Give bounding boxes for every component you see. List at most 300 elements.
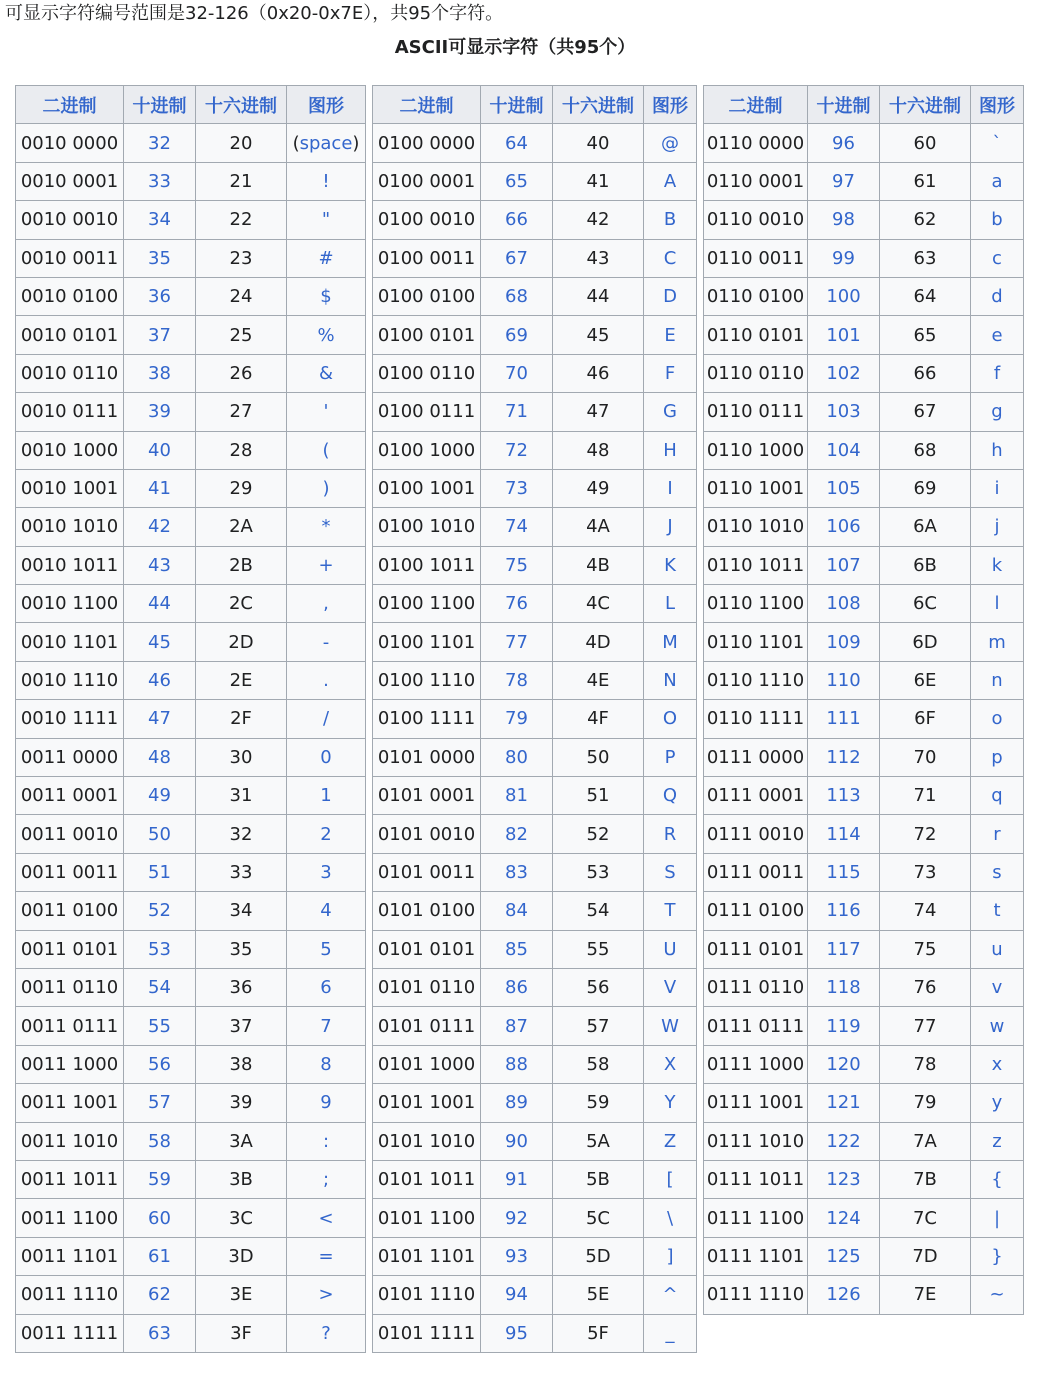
glyph-cell[interactable]: .	[287, 661, 366, 699]
decimal-cell[interactable]: 50	[124, 815, 196, 853]
decimal-cell[interactable]: 34	[124, 201, 196, 239]
decimal-cell[interactable]: 41	[124, 469, 196, 507]
binary-cell: 0010 0000	[16, 124, 124, 162]
decimal-cell[interactable]: 118	[808, 968, 880, 1006]
hex-cell: 28	[196, 431, 287, 469]
decimal-cell[interactable]: 120	[808, 1045, 880, 1083]
decimal-cell[interactable]: 43	[124, 546, 196, 584]
glyph-cell[interactable]: t	[971, 892, 1024, 930]
glyph-cell[interactable]: ?	[287, 1314, 366, 1352]
glyph-cell[interactable]: c	[971, 239, 1024, 277]
table-row	[16, 700, 366, 738]
space-link[interactable]: space	[299, 132, 353, 154]
glyph-cell[interactable]: $	[287, 277, 366, 315]
decimal-cell[interactable]: 86	[481, 968, 553, 1006]
decimal-cell[interactable]: 104	[808, 431, 880, 469]
glyph-cell[interactable]: Y	[644, 1084, 697, 1122]
glyph-cell[interactable]: 6	[287, 968, 366, 1006]
glyph-cell[interactable]: a	[971, 162, 1024, 200]
decimal-cell[interactable]: 92	[481, 1199, 553, 1237]
decimal-cell[interactable]: 71	[481, 393, 553, 431]
header-hex[interactable]: 十六进制	[553, 86, 644, 124]
header-row	[16, 86, 366, 124]
decimal-cell[interactable]: 82	[481, 815, 553, 853]
table-row	[704, 162, 1024, 200]
glyph-cell[interactable]: G	[644, 393, 697, 431]
hex-cell: 33	[196, 853, 287, 891]
decimal-cell[interactable]: 60	[124, 1199, 196, 1237]
glyph-cell[interactable]: s	[971, 853, 1024, 891]
table-row	[373, 431, 697, 469]
glyph-cell[interactable]: Z	[644, 1122, 697, 1160]
hex-cell: 64	[880, 277, 971, 315]
binary-cell: 0010 1100	[16, 585, 124, 623]
hex-cell: 31	[196, 777, 287, 815]
decimal-cell[interactable]: 109	[808, 623, 880, 661]
glyph-cell[interactable]: N	[644, 661, 697, 699]
table-row	[373, 738, 697, 776]
decimal-cell[interactable]: 67	[481, 239, 553, 277]
hex-cell: 3B	[196, 1160, 287, 1198]
decimal-cell[interactable]: 37	[124, 316, 196, 354]
decimal-cell[interactable]: 72	[481, 431, 553, 469]
decimal-cell[interactable]: 111	[808, 700, 880, 738]
glyph-cell[interactable]: ;	[287, 1160, 366, 1198]
decimal-cell[interactable]: 35	[124, 239, 196, 277]
decimal-cell[interactable]: 89	[481, 1084, 553, 1122]
decimal-cell[interactable]: 68	[481, 277, 553, 315]
decimal-cell[interactable]: 99	[808, 239, 880, 277]
glyph-cell[interactable]: <	[287, 1199, 366, 1237]
glyph-cell[interactable]: S	[644, 853, 697, 891]
table-row	[16, 354, 366, 392]
header-glyph[interactable]: 图形	[287, 86, 366, 124]
hex-cell: 53	[553, 853, 644, 891]
binary-cell: 0010 1000	[16, 431, 124, 469]
decimal-cell[interactable]: 56	[124, 1045, 196, 1083]
table-row	[704, 585, 1024, 623]
decimal-cell[interactable]: 81	[481, 777, 553, 815]
header-decimal[interactable]: 十进制	[124, 86, 196, 124]
glyph-cell[interactable]: 3	[287, 853, 366, 891]
glyph-cell[interactable]: r	[971, 815, 1024, 853]
glyph-cell[interactable]: +	[287, 546, 366, 584]
table-row	[16, 1237, 366, 1275]
decimal-cell[interactable]: 105	[808, 469, 880, 507]
decimal-cell[interactable]: 117	[808, 930, 880, 968]
glyph-cell[interactable]: \	[644, 1199, 697, 1237]
decimal-cell[interactable]: 84	[481, 892, 553, 930]
decimal-cell[interactable]: 83	[481, 853, 553, 891]
glyph-cell[interactable]: 8	[287, 1045, 366, 1083]
decimal-cell[interactable]: 62	[124, 1276, 196, 1314]
ascii-tables-container	[15, 85, 1024, 1353]
glyph-cell[interactable]: %	[287, 316, 366, 354]
decimal-cell[interactable]: 126	[808, 1276, 880, 1314]
table-row	[704, 777, 1024, 815]
hex-cell: 78	[880, 1045, 971, 1083]
hex-cell: 2B	[196, 546, 287, 584]
hex-cell: 29	[196, 469, 287, 507]
decimal-cell[interactable]: 33	[124, 162, 196, 200]
decimal-cell[interactable]: 53	[124, 930, 196, 968]
decimal-cell[interactable]: 40	[124, 431, 196, 469]
hex-cell: 21	[196, 162, 287, 200]
table-row	[16, 201, 366, 239]
header-binary[interactable]: 二进制	[373, 86, 481, 124]
binary-cell: 0100 0110	[373, 354, 481, 392]
glyph-cell[interactable]: j	[971, 508, 1024, 546]
decimal-cell[interactable]: 94	[481, 1276, 553, 1314]
binary-cell: 0010 0101	[16, 316, 124, 354]
decimal-cell[interactable]: 119	[808, 1007, 880, 1045]
table-row	[704, 661, 1024, 699]
hex-cell: 7A	[880, 1122, 971, 1160]
decimal-cell[interactable]: 88	[481, 1045, 553, 1083]
glyph-cell[interactable]: =	[287, 1237, 366, 1275]
decimal-cell[interactable]: 110	[808, 661, 880, 699]
glyph-cell[interactable]: :	[287, 1122, 366, 1160]
decimal-cell[interactable]: 70	[481, 354, 553, 392]
hex-cell: 6A	[880, 508, 971, 546]
binary-cell: 0100 0001	[373, 162, 481, 200]
hex-cell: 32	[196, 815, 287, 853]
glyph-cell[interactable]: }	[971, 1237, 1024, 1275]
glyph-cell[interactable]: #	[287, 239, 366, 277]
decimal-cell[interactable]: 98	[808, 201, 880, 239]
glyph-cell[interactable]: h	[971, 431, 1024, 469]
table-row	[704, 431, 1024, 469]
decimal-cell[interactable]: 77	[481, 623, 553, 661]
header-hex[interactable]: 十六进制	[880, 86, 971, 124]
glyph-cell[interactable]: >	[287, 1276, 366, 1314]
header-decimal[interactable]: 十进制	[808, 86, 880, 124]
table-row	[16, 1199, 366, 1237]
glyph-cell[interactable]: @	[644, 124, 697, 162]
table-row	[16, 1160, 366, 1198]
glyph-cell[interactable]: z	[971, 1122, 1024, 1160]
binary-cell: 0011 0001	[16, 777, 124, 815]
binary-cell: 0111 0010	[704, 815, 808, 853]
decimal-cell[interactable]: 97	[808, 162, 880, 200]
binary-cell: 0101 0110	[373, 968, 481, 1006]
decimal-cell[interactable]: 55	[124, 1007, 196, 1045]
table-row	[704, 277, 1024, 315]
binary-cell: 0101 0001	[373, 777, 481, 815]
glyph-cell[interactable]: o	[971, 700, 1024, 738]
glyph-cell[interactable]: R	[644, 815, 697, 853]
hex-cell: 73	[880, 853, 971, 891]
hex-cell: 27	[196, 393, 287, 431]
glyph-cell[interactable]: )	[287, 469, 366, 507]
binary-cell: 0011 0111	[16, 1007, 124, 1045]
glyph-cell[interactable]: P	[644, 738, 697, 776]
glyph-cell[interactable]: ^	[644, 1276, 697, 1314]
glyph-cell[interactable]: !	[287, 162, 366, 200]
hex-cell: 67	[880, 393, 971, 431]
decimal-cell[interactable]: 115	[808, 853, 880, 891]
glyph-cell[interactable]: |	[971, 1199, 1024, 1237]
hex-cell: 5F	[553, 1314, 644, 1352]
glyph-cell[interactable]: O	[644, 700, 697, 738]
glyph-cell[interactable]: Q	[644, 777, 697, 815]
glyph-cell[interactable]: K	[644, 546, 697, 584]
glyph-cell[interactable]: i	[971, 469, 1024, 507]
glyph-cell[interactable]: X	[644, 1045, 697, 1083]
header-glyph[interactable]: 图形	[644, 86, 697, 124]
hex-cell: 5D	[553, 1237, 644, 1275]
decimal-cell[interactable]: 100	[808, 277, 880, 315]
glyph-cell[interactable]: u	[971, 930, 1024, 968]
decimal-cell[interactable]: 112	[808, 738, 880, 776]
table-row	[373, 201, 697, 239]
decimal-cell[interactable]: 78	[481, 661, 553, 699]
decimal-cell[interactable]: 46	[124, 661, 196, 699]
decimal-cell[interactable]: 59	[124, 1160, 196, 1198]
decimal-cell[interactable]: 48	[124, 738, 196, 776]
binary-cell: 0010 1010	[16, 508, 124, 546]
glyph-cell[interactable]: 7	[287, 1007, 366, 1045]
decimal-cell[interactable]: 91	[481, 1160, 553, 1198]
glyph-cell[interactable]: w	[971, 1007, 1024, 1045]
table-row	[373, 1084, 697, 1122]
hex-cell: 25	[196, 316, 287, 354]
binary-cell: 0110 0011	[704, 239, 808, 277]
glyph-cell[interactable]: 9	[287, 1084, 366, 1122]
glyph-cell[interactable]: ,	[287, 585, 366, 623]
glyph-cell[interactable]: v	[971, 968, 1024, 1006]
table-row	[16, 469, 366, 507]
decimal-cell[interactable]: 47	[124, 700, 196, 738]
binary-cell: 0110 0001	[704, 162, 808, 200]
binary-cell: 0011 1100	[16, 1199, 124, 1237]
decimal-cell[interactable]: 74	[481, 508, 553, 546]
hex-cell: 4E	[553, 661, 644, 699]
glyph-cell[interactable]: I	[644, 469, 697, 507]
binary-cell: 0111 0111	[704, 1007, 808, 1045]
decimal-cell[interactable]: 76	[481, 585, 553, 623]
glyph-cell[interactable]: (	[287, 431, 366, 469]
decimal-cell[interactable]: 93	[481, 1237, 553, 1275]
decimal-cell[interactable]: 85	[481, 930, 553, 968]
decimal-cell[interactable]: 52	[124, 892, 196, 930]
glyph-cell[interactable]: J	[644, 508, 697, 546]
header-decimal[interactable]: 十进制	[481, 86, 553, 124]
decimal-cell[interactable]: 45	[124, 623, 196, 661]
decimal-cell[interactable]: 121	[808, 1084, 880, 1122]
decimal-cell[interactable]: 101	[808, 316, 880, 354]
glyph-cell[interactable]: 1	[287, 777, 366, 815]
decimal-cell[interactable]: 123	[808, 1160, 880, 1198]
binary-cell: 0111 1100	[704, 1199, 808, 1237]
decimal-cell[interactable]: 49	[124, 777, 196, 815]
decimal-cell[interactable]: 90	[481, 1122, 553, 1160]
hex-cell: 7B	[880, 1160, 971, 1198]
glyph-cell[interactable]: A	[644, 162, 697, 200]
decimal-cell[interactable]: 65	[481, 162, 553, 200]
glyph-cell[interactable]: q	[971, 777, 1024, 815]
glyph-cell[interactable]: L	[644, 585, 697, 623]
table-row	[373, 700, 697, 738]
glyph-cell[interactable]: ~	[971, 1276, 1024, 1314]
table-row	[373, 469, 697, 507]
glyph-cell[interactable]: T	[644, 892, 697, 930]
glyph-cell[interactable]: g	[971, 393, 1024, 431]
decimal-cell[interactable]: 61	[124, 1237, 196, 1275]
glyph-cell[interactable]: y	[971, 1084, 1024, 1122]
glyph-cell[interactable]: [	[644, 1160, 697, 1198]
binary-cell: 0011 0110	[16, 968, 124, 1006]
table-row	[704, 201, 1024, 239]
glyph-cell[interactable]: l	[971, 585, 1024, 623]
glyph-cell[interactable]: 4	[287, 892, 366, 930]
glyph-cell[interactable]: k	[971, 546, 1024, 584]
decimal-cell[interactable]: 106	[808, 508, 880, 546]
binary-cell: 0111 1010	[704, 1122, 808, 1160]
glyph-cell[interactable]: U	[644, 930, 697, 968]
decimal-cell[interactable]: 64	[481, 124, 553, 162]
hex-cell: 75	[880, 930, 971, 968]
binary-cell: 0101 0011	[373, 853, 481, 891]
glyph-cell[interactable]: m	[971, 623, 1024, 661]
decimal-cell[interactable]: 44	[124, 585, 196, 623]
ascii-table-3	[703, 85, 1024, 1315]
glyph-cell[interactable]: F	[644, 354, 697, 392]
table-row	[704, 623, 1024, 661]
decimal-cell[interactable]: 79	[481, 700, 553, 738]
hex-cell: 4A	[553, 508, 644, 546]
table-row	[16, 431, 366, 469]
decimal-cell[interactable]: 95	[481, 1314, 553, 1352]
table-row	[373, 124, 697, 162]
decimal-cell[interactable]: 42	[124, 508, 196, 546]
decimal-cell[interactable]: 58	[124, 1122, 196, 1160]
decimal-cell[interactable]: 57	[124, 1084, 196, 1122]
decimal-cell[interactable]: 102	[808, 354, 880, 392]
decimal-cell[interactable]: 96	[808, 124, 880, 162]
glyph-cell[interactable]: '	[287, 393, 366, 431]
hex-cell: 55	[553, 930, 644, 968]
glyph-cell[interactable]: `	[971, 124, 1024, 162]
table-row	[373, 1276, 697, 1314]
decimal-cell[interactable]: 66	[481, 201, 553, 239]
decimal-cell[interactable]: 69	[481, 316, 553, 354]
hex-cell: 2C	[196, 585, 287, 623]
glyph-cell[interactable]: V	[644, 968, 697, 1006]
glyph-cell[interactable]: M	[644, 623, 697, 661]
hex-cell: 6C	[880, 585, 971, 623]
binary-cell: 0101 1111	[373, 1314, 481, 1352]
glyph-cell[interactable]: C	[644, 239, 697, 277]
binary-cell: 0011 1011	[16, 1160, 124, 1198]
decimal-cell[interactable]: 36	[124, 277, 196, 315]
hex-cell: 7E	[880, 1276, 971, 1314]
header-binary[interactable]: 二进制	[16, 86, 124, 124]
binary-cell: 0110 0110	[704, 354, 808, 392]
glyph-cell[interactable]: 0	[287, 738, 366, 776]
decimal-cell[interactable]: 107	[808, 546, 880, 584]
glyph-cell[interactable]: H	[644, 431, 697, 469]
decimal-cell[interactable]: 63	[124, 1314, 196, 1352]
decimal-cell[interactable]: 75	[481, 546, 553, 584]
glyph-cell[interactable]: x	[971, 1045, 1024, 1083]
glyph-cell[interactable]: d	[971, 277, 1024, 315]
glyph-cell[interactable]: D	[644, 277, 697, 315]
glyph-cell[interactable]: ]	[644, 1237, 697, 1275]
hex-cell: 48	[553, 431, 644, 469]
decimal-cell[interactable]: 103	[808, 393, 880, 431]
glyph-cell[interactable]: n	[971, 661, 1024, 699]
glyph-cell[interactable]: 2	[287, 815, 366, 853]
binary-cell: 0100 1101	[373, 623, 481, 661]
decimal-cell[interactable]: 87	[481, 1007, 553, 1045]
glyph-cell[interactable]: W	[644, 1007, 697, 1045]
hex-cell: 5A	[553, 1122, 644, 1160]
binary-cell: 0111 1011	[704, 1160, 808, 1198]
glyph-cell[interactable]: "	[287, 201, 366, 239]
hex-cell: 66	[880, 354, 971, 392]
decimal-cell[interactable]: 38	[124, 354, 196, 392]
binary-cell: 0110 1011	[704, 546, 808, 584]
table-row	[704, 316, 1024, 354]
glyph-cell[interactable]: B	[644, 201, 697, 239]
hex-cell: 38	[196, 1045, 287, 1083]
glyph-cell[interactable]: p	[971, 738, 1024, 776]
decimal-cell[interactable]: 32	[124, 124, 196, 162]
glyph-cell[interactable]: b	[971, 201, 1024, 239]
glyph-cell[interactable]: e	[971, 316, 1024, 354]
decimal-cell[interactable]: 108	[808, 585, 880, 623]
decimal-cell[interactable]: 80	[481, 738, 553, 776]
decimal-cell[interactable]: 124	[808, 1199, 880, 1237]
hex-cell: 4C	[553, 585, 644, 623]
binary-cell: 0101 1001	[373, 1084, 481, 1122]
binary-cell: 0011 1000	[16, 1045, 124, 1083]
decimal-cell[interactable]: 122	[808, 1122, 880, 1160]
table-row	[373, 354, 697, 392]
glyph-cell[interactable]: 5	[287, 930, 366, 968]
decimal-cell[interactable]: 39	[124, 393, 196, 431]
table-row	[373, 585, 697, 623]
table-row	[704, 853, 1024, 891]
glyph-cell[interactable]: _	[644, 1314, 697, 1352]
binary-cell: 0101 1000	[373, 1045, 481, 1083]
table-caption: ASCII可显示字符（共95个）	[394, 37, 636, 58]
binary-cell: 0111 1101	[704, 1237, 808, 1275]
decimal-cell[interactable]: 54	[124, 968, 196, 1006]
header-glyph[interactable]: 图形	[971, 86, 1024, 124]
binary-cell: 0011 1111	[16, 1314, 124, 1352]
decimal-cell[interactable]: 73	[481, 469, 553, 507]
binary-cell: 0011 1001	[16, 1084, 124, 1122]
glyph-cell[interactable]: f	[971, 354, 1024, 392]
glyph-cell[interactable]: *	[287, 508, 366, 546]
decimal-cell[interactable]: 51	[124, 853, 196, 891]
glyph-cell[interactable]: {	[971, 1160, 1024, 1198]
decimal-cell[interactable]: 125	[808, 1237, 880, 1275]
decimal-cell[interactable]: 113	[808, 777, 880, 815]
decimal-cell[interactable]: 116	[808, 892, 880, 930]
header-hex[interactable]: 十六进制	[196, 86, 287, 124]
glyph-cell[interactable]: -	[287, 623, 366, 661]
decimal-cell[interactable]: 114	[808, 815, 880, 853]
glyph-cell[interactable]: E	[644, 316, 697, 354]
glyph-cell[interactable]: &	[287, 354, 366, 392]
glyph-cell[interactable]: /	[287, 700, 366, 738]
glyph-cell[interactable]: (space)	[287, 124, 366, 162]
table-row	[16, 777, 366, 815]
header-binary[interactable]: 二进制	[704, 86, 808, 124]
